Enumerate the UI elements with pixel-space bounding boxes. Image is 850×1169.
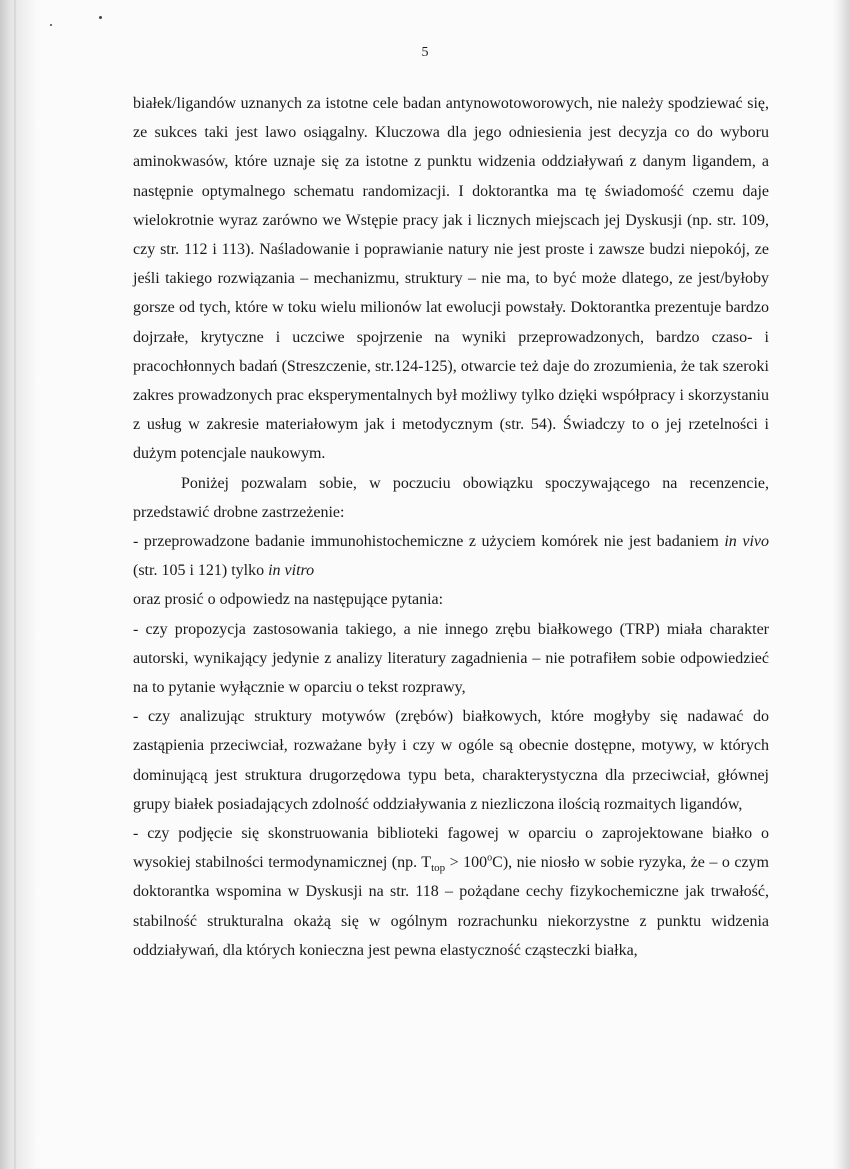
superscript: o bbox=[487, 852, 493, 864]
scan-line bbox=[14, 0, 16, 1169]
italic-term: in vitro bbox=[268, 562, 315, 580]
paragraph: białek/ligandów uznanych za istotne cele badan antynowotoworowych, nie należy spodziewać się, ze sukces taki jest lawo osiągalny. Kluczowa dla jego odniesienia jest decyzja co do wyboru aminokwasów, które uznaje się za istotne z punktu widzenia oddziaływań z danym ligandem, a następnie optymalnego schematu randomizacji. I doktorantka ma tę świadomość czemu daje wielokrotnie wyraz zarówno we Wstępie pracy jak i licznych miejscach jej Dyskusji (np. str. 109, czy str. 112 i 113). Naśladowanie i poprawianie natury nie jest proste i zawsze budzi niepokój, ze jeśli takiego rozwiązania – mechanizmu, struktury – nie ma, to być może dlatego, ze jest/byłoby gorsze od tych, które w toku wielu milionów lat ewolucji powstały. Doktorantka prezentuje bardzo dojrzałe, krytyczne i uczciwe spojrzenie na wyniki przeprowadzonych, bardzo czaso- i pracochłonnych badań (Streszczenie, str.124-125), otwarcie też daje do zrozumienia, że tak szeroki zakres prowadzonych prac eksperymentalnych był możliwy tylko dzięki współpracy i skorzystaniu z usług w zakresie materiałowym jak i metodycznym (str. 54). Świadczy to o jej rzetelności i dużym potencjale naukowym. bbox=[133, 95, 769, 463]
list-item bbox=[133, 819, 769, 965]
text-run: - czy podjęcie się skonstruowania biblioteki fagowej w oparciu o zaprojektowane białko o wysokiej stabilności termodynamicznej (np. T bbox=[133, 825, 769, 872]
paragraph: Poniżej pozwalam sobie, w poczuciu obowiązku spoczywającego na recenzencie, przedstawić drobne zastrzeżenie: bbox=[133, 474, 769, 521]
paragraph: oraz prosić o odpowiedz na następujące pytania: bbox=[133, 591, 444, 609]
italic-term: in vivo bbox=[724, 533, 770, 551]
list-item: - czy analizując struktury motywów (zrębów) białkowych, które mogłyby się nadawać do zastąpienia przeciwciał, rozważane były i czy w ogóle są obecnie dostępne, motywy, w których dominującą jest struktura drugorzędowa typu beta, charakterystyczna dla przeciwciał, głównej grupy białek posiadających zdolność oddziaływania z niezliczona ilością rozmaitych ligandów, bbox=[133, 708, 769, 813]
text-run: > 100 bbox=[445, 854, 488, 872]
list-item bbox=[133, 527, 769, 585]
text-run: (str. 105 i 121) tylko bbox=[133, 562, 269, 580]
document-body bbox=[133, 89, 769, 965]
text-run: - przeprowadzone badanie immunohistochemiczne z użyciem komórek nie jest badaniem bbox=[133, 533, 725, 551]
list-item: - czy propozycja zastosowania takiego, a nie innego zrębu białkowego (TRP) miała charakter autorski, wynikający jedynie z analizy literatury zagadnienia – nie potrafiłem sobie odpowiedzieć na to pytanie wyłącznie w oparciu o tekst rozprawy, bbox=[133, 620, 769, 697]
scan-shadow-left bbox=[0, 0, 38, 1169]
scan-shadow-right bbox=[832, 0, 850, 1169]
page-number: 5 bbox=[421, 45, 429, 60]
text-run: C), nie niosło w sobie ryzyka, że – o czym doktorantka wspomina w Dyskusji na str. 118 – pożądane cechy fizykochemiczne jak trwałość, stabilność strukturalna okażą się w ogólnym rozrachunku niekorzystne z punktu widzenia oddziaływań, dla których konieczna jest pewna elastyczność cząsteczki białka, bbox=[133, 854, 769, 959]
scan-speck bbox=[50, 24, 52, 26]
subscript: top bbox=[431, 862, 446, 875]
scan-speck bbox=[99, 16, 102, 19]
